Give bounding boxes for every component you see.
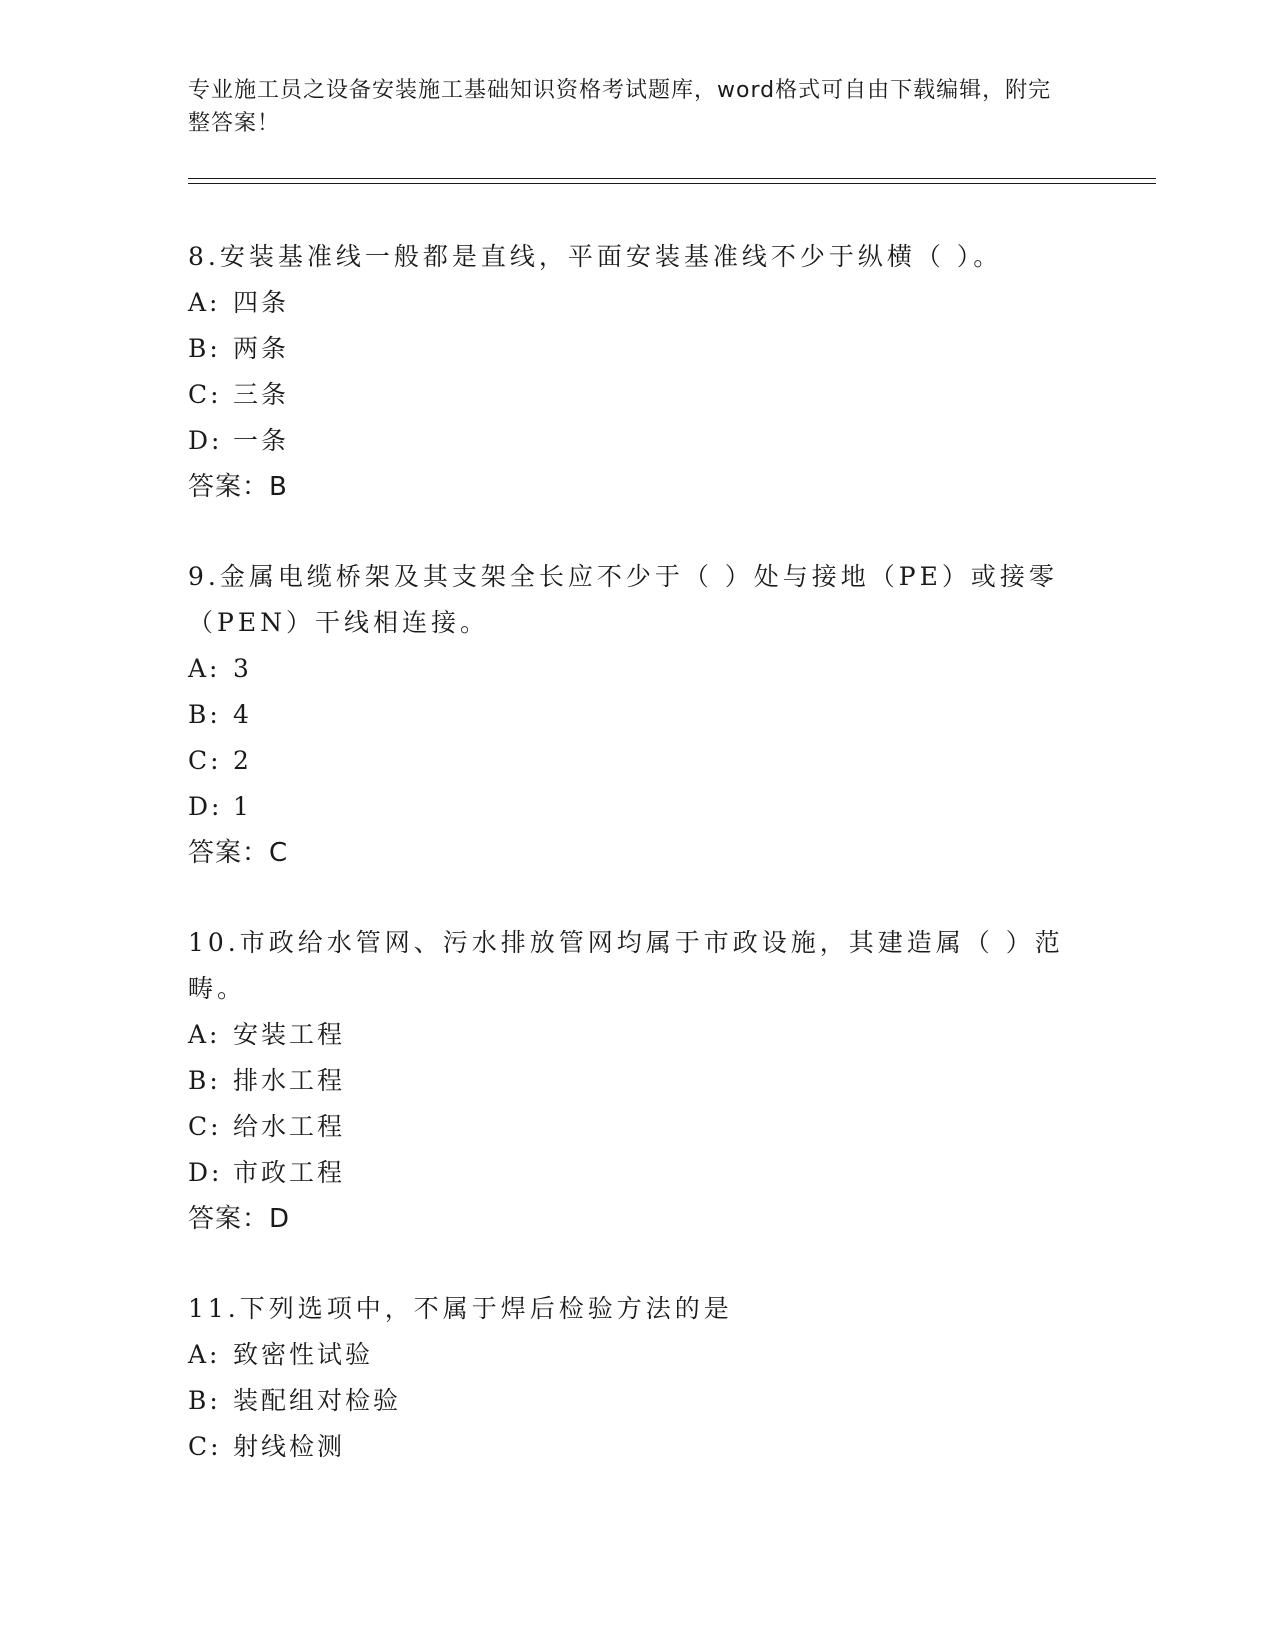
option-d (188, 784, 1088, 830)
option-text: 致密性试验 (233, 1340, 374, 1369)
question-10 (188, 920, 1088, 1242)
option-text: 给水工程 (233, 1112, 346, 1141)
header-divider-bottom (188, 183, 1156, 184)
header-divider-top (188, 178, 1156, 179)
option-key: D: (188, 1158, 223, 1187)
option-text: 安装工程 (233, 1020, 346, 1049)
option-text: 2 (233, 746, 252, 775)
option-key: B: (188, 700, 221, 729)
question-stem: 11.下列选项中，不属于焊后检验方法的是 (188, 1294, 733, 1323)
option-c (188, 372, 1088, 418)
option-text: 3 (233, 654, 252, 683)
option-b (188, 1058, 1088, 1104)
option-a (188, 280, 1088, 326)
option-a (188, 1012, 1088, 1058)
option-key: D: (188, 792, 223, 821)
option-key: A: (188, 654, 221, 683)
question-8 (188, 234, 1088, 510)
option-b (188, 692, 1088, 738)
option-text: 4 (233, 700, 252, 729)
option-key: A: (188, 288, 221, 317)
option-text: 1 (233, 792, 252, 821)
option-text: 两条 (233, 334, 290, 363)
option-a (188, 1332, 1088, 1378)
option-b (188, 326, 1088, 372)
option-key: A: (188, 1340, 221, 1369)
option-d (188, 418, 1088, 464)
option-key: C: (188, 1112, 222, 1141)
answer-line: 答案：D (188, 1204, 291, 1234)
answer-line: 答案：C (188, 838, 289, 868)
option-text: 市政工程 (233, 1158, 346, 1187)
option-c (188, 1424, 1088, 1470)
option-c (188, 738, 1088, 784)
option-text: 三条 (233, 380, 290, 409)
option-key: C: (188, 1432, 222, 1461)
option-text: 排水工程 (233, 1066, 346, 1095)
question-stem: 8.安装基准线一般都是直线，平面安装基准线不少于纵横（ ）。 (188, 242, 1003, 271)
option-d (188, 1150, 1088, 1196)
question-11 (188, 1286, 1088, 1470)
option-b (188, 1378, 1088, 1424)
document-header: 专业施工员之设备安装施工基础知识资格考试题库，word格式可自由下载编辑，附完整答案！ (188, 78, 1052, 136)
option-key: A: (188, 1020, 221, 1049)
option-text: 四条 (233, 288, 290, 317)
option-key: B: (188, 1066, 221, 1095)
option-key: B: (188, 1386, 221, 1415)
option-a (188, 646, 1088, 692)
question-9 (188, 554, 1088, 876)
option-c (188, 1104, 1088, 1150)
option-text: 装配组对检验 (233, 1386, 402, 1415)
answer-line: 答案：B (188, 472, 288, 502)
question-stem: 9.金属电缆桥架及其支架全长应不少于（ ）处与接地（PE）或接零（PEN）干线相连接。 (188, 562, 1058, 637)
option-text: 射线检测 (233, 1432, 346, 1461)
option-key: C: (188, 380, 222, 409)
option-key: B: (188, 334, 221, 363)
option-key: D: (188, 426, 223, 455)
question-stem: 10.市政给水管网、污水排放管网均属于市政设施，其建造属（ ）范畴。 (188, 928, 1064, 1003)
option-text: 一条 (233, 426, 290, 455)
option-key: C: (188, 746, 222, 775)
